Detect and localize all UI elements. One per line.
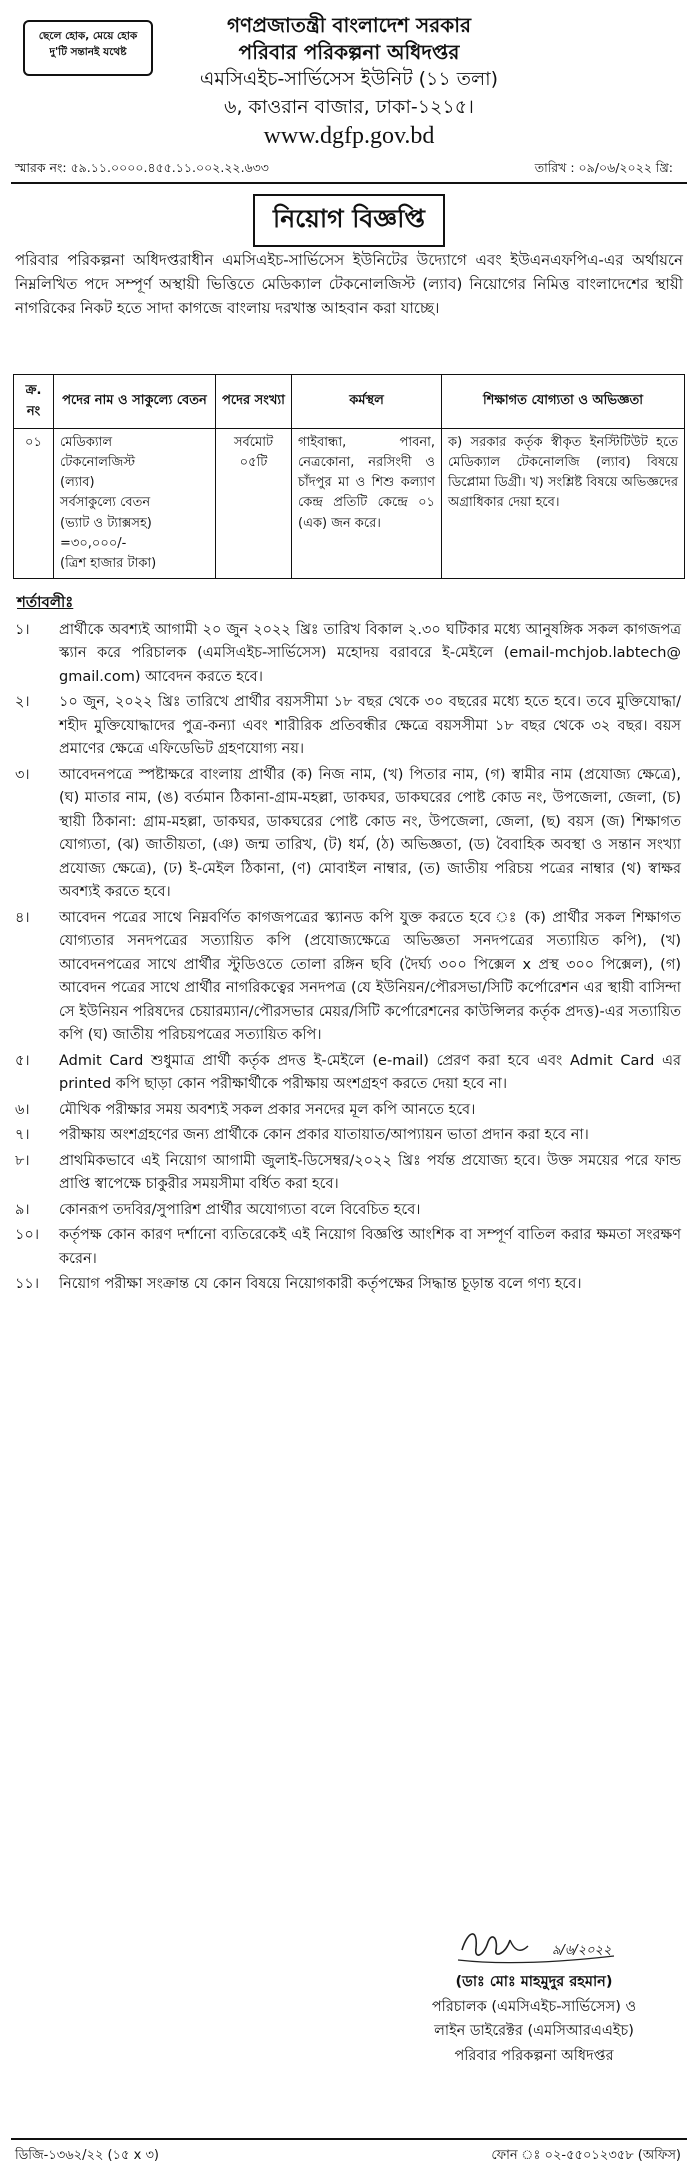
vacancy-table (13, 374, 685, 579)
signatory-designation-1: পরিচালক (এমসিএইচ-সার্ভিসেস) ও (431, 1998, 637, 2015)
signature-date: ৯/৬/২০২২ (552, 1943, 612, 1958)
cell-post (54, 429, 216, 579)
letterhead (11, 0, 687, 150)
office-phone: ফোন ঃ ০২-৫৫০১২৩৫৮ (অফিস) (491, 2148, 681, 2163)
condition-item (11, 1099, 687, 1122)
office-address: ৬, কাওরান বাজার, ঢাকা-১২১৫। (224, 95, 474, 118)
website-link[interactable]: www.dgfp.gov.bd (263, 123, 435, 150)
signatory-office: পরিবার পরিকল্পনা অধিদপ্তর (454, 2047, 614, 2064)
condition-number: ২। (15, 694, 30, 711)
post-line: (ল্যাব) (60, 475, 95, 491)
condition-number: ৭। (15, 1127, 30, 1144)
condition-item (11, 619, 687, 689)
condition-item (11, 1150, 687, 1197)
cell-serial: ০১ (14, 429, 54, 579)
memo-number: স্মারক নং: ৫৯.১১.০০০০.৪৫৫.১১.০০২.২২.৬৩৩ (15, 160, 269, 175)
notice-title: নিয়োগ বিজ্ঞপ্তি (253, 194, 445, 247)
unit-name: এমসিএইচ-সার্ভিসেস ইউনিট (১১ তলা) (199, 68, 499, 90)
table-header-row (14, 375, 685, 429)
salary-line: (ভ্যাট ও ট্যাক্সসহ) (60, 515, 152, 531)
condition-text: প্রাথমিকভাবে এই নিয়োগ আগামী জুলাই-ডিসেম্বর/২০২২ খ্রিঃ পর্যন্ত প্রযোজ্য হবে। উক্ত সময়ের পরে ফান্ড প্রাপ্তি স্বাপেক্ষে চাকুরীর সময়সীমা বর্ধিত করা হবে। (59, 1152, 681, 1193)
condition-item (11, 691, 687, 761)
header-qualification: শিক্ষাগত যোগ্যতা ও অভিজ্ঞতা (442, 375, 685, 429)
handwritten-signature (384, 1920, 684, 1970)
title-wrap (11, 184, 687, 244)
condition-text: মৌখিক পরীক্ষার সময় অবশ্যই সকল প্রকার সনদের মূল কপি আনতে হবে। (59, 1101, 476, 1118)
condition-item (11, 907, 687, 1048)
count-value: ০৫টি (239, 455, 268, 471)
condition-text: কর্তৃপক্ষ কোন কারণ দর্শানো ব্যতিরেকেই এই নিয়োগ বিজ্ঞপ্তি আংশিক বা সম্পূর্ণ বাতিল করার ক্ষমতা সংরক্ষণ করেন। (59, 1227, 681, 1267)
department-name: পরিবার পরিকল্পনা অধিদপ্তর (238, 40, 460, 64)
condition-number: ৬। (15, 1101, 30, 1118)
intro-paragraph: পরিবার পরিকল্পনা অধিদপ্তরাধীন এমসিএইচ-সার্ভিসেস ইউনিটের উদ্যোগে এবং ইউএনএফপিএ-এর অর্থায়নে নিম্নলিখিত পদে সম্পূর্ণ অস্থায়ী ভিত্তিতে মেডিক্যাল টেকনোলজিস্ট (ল্যাব) নিয়োগের নিমিত্ত বাংলাদেশের স্থায়ী নাগরিকের নিকট হতে সাদা কাগজে বাংলায় দরখাস্ত আহবান করা যাচ্ছে। (15, 251, 683, 317)
conditions-list (11, 619, 687, 1297)
header-count: পদের সংখ্যা (216, 375, 292, 429)
signature-block (384, 1920, 684, 2069)
header-workplace: কর্মস্থল (292, 375, 442, 429)
notice-date: তারিখ : ০৯/০৬/২০২২ খ্রি: (534, 160, 673, 175)
condition-item (11, 1224, 687, 1271)
condition-number: ৮। (15, 1152, 30, 1169)
condition-text: Admit Card শুধুমাত্র প্রার্থী কর্তৃক প্রদত্ত ই-মেইলে (e-mail) প্রেরণ করা হবে এবং Admit Card এর printed কপি ছাড়া কোন পরীক্ষার্থীকে পরীক্ষায় অংশগ্রহণ করতে দেয়া হবে না। (59, 1052, 681, 1093)
count-label: সর্বমোট (233, 435, 274, 450)
condition-number: ১০। (15, 1227, 40, 1244)
condition-text: প্রার্থীকে অবশ্যই আগামী ২০ জুন ২০২২ খ্রিঃ তারিখ বিকাল ২.৩০ ঘটিকার মধ্যে আনুষঙ্গিক সকল কাগজপত্র স্ক্যান করে পরিচালক (এমসিএইচ-সার্ভিসেস) মহোদয় বরাবরে ই-মেইলে (email-mchjob.labtech@ gmail.com) আবেদন করতে হবে। (59, 621, 681, 685)
condition-item (11, 1199, 687, 1222)
conditions-heading: শর্তাবলীঃ (17, 592, 74, 611)
advert-code: ডিজি-১৩৬২/২২ (১৫ x ৩) (15, 2148, 159, 2163)
condition-number: ৪। (15, 909, 30, 926)
condition-number: ১১। (15, 1276, 40, 1293)
signatory-designation-2: লাইন ডাইরেক্টর (এমসিআরএএইচ) (434, 2023, 634, 2040)
condition-number: ৫। (15, 1052, 30, 1069)
cell-workplace: গাইবান্ধা, পাবনা, নেত্রকোনা, নরসিংদী ও চাঁদপুর মা ও শিশু কল্যাণ কেন্দ্র প্রতিটি কেন্দ্রে ০১ (এক) জন করে। (292, 429, 442, 579)
salary-amount: =৩০,০০০/- (60, 535, 127, 551)
condition-item (11, 764, 687, 905)
condition-text: আবেদন পত্রের সাথে নিম্নবর্ণিত কাগজপত্রের স্ক্যানড কপি যুক্ত করতে হবে ঃ (ক) প্রার্থীর সকল শিক্ষাগত যোগ্যতার সনদপত্রের সত্যায়িত কপি (প্রযোজ্যক্ষেত্রে অভিজ্ঞতা সনদপত্রের সত্যায়িত কপি), (খ) আবেদনপত্রের সাথে প্রার্থীর স্টুডিওতে তোলা রঙ্গিন ছবি (দৈর্ঘ্য ৩০০ পিক্সেল x প্রস্থ ৩০০ পিক্সেল), (গ) আবেদন পত্রের সাথে প্রার্থীর নাগরিকত্বের সনদপত্র (যে ইউনিয়ন/পৌরসভা/সিটি কর্পোরেশন এর স্থায়ী বাসিন্দা সে ইউনিয়ন পরিষদের চেয়ারম্যান/পৌরসভার মেয়র/সিটি কর্পোরেশনের কাউন্সিলর কর্তৃক প্রদত্ত)-এর সত্যায়িত কপি (ঘ) জাতীয় পরিচয়পত্রের সত্যায়িত কপি। (59, 909, 681, 1044)
header-serial: ক্র. নং (14, 375, 54, 429)
salary-line: সর্বসাকুল্যে বেতন (60, 495, 151, 511)
slogan-line-2: দু'টি সন্তানই যথেষ্ট (49, 46, 127, 59)
condition-text: কোনরূপ তদবির/সুপারিশ প্রার্থীর অযোগ্যতা বলে বিবেচিত হবে। (59, 1201, 421, 1218)
condition-number: ৩। (15, 766, 30, 783)
condition-number: ১। (15, 621, 30, 638)
table-row (14, 429, 685, 579)
footer-row (11, 2138, 687, 2168)
slogan-box (23, 20, 153, 76)
post-line: মেডিক্যাল (60, 435, 113, 450)
condition-text: ১০ জুন, ২০২২ খ্রিঃ তারিখে প্রার্থীর বয়সসীমা ১৮ বছর থেকে ৩০ বছরের মধ্যে হতে হবে। তবে মুক্তিযোদ্ধা/শহীদ মুক্তিযোদ্ধাদের পুত্র-কন্যা এবং শারীরিক প্রতিবন্ধীর ক্ষেত্রে বয়সসীমা ১৮ বছর থেকে ৩২ বছর। বয়স প্রমাণের ক্ষেত্রে এফিডেভিট গ্রহণযোগ্য নয়। (59, 694, 681, 758)
signatory-name: (ডাঃ মোঃ মাহমুদুর রহমান) (455, 1974, 613, 1990)
condition-item (11, 1273, 687, 1296)
condition-item (11, 1050, 687, 1097)
condition-text: আবেদনপত্রে স্পষ্টাক্ষরে বাংলায় প্রার্থীর (ক) নিজ নাম, (খ) পিতার নাম, (গ) স্বামীর নাম (প্রযোজ্য ক্ষেত্রে), (ঘ) মাতার নাম, (ঙ) বর্তমান ঠিকানা-গ্রাম-মহল্লা, ডাকঘর, ডাকঘরের পোষ্ট কোড নং, উপজেলা, জেলা, (চ) স্থায়ী ঠিকানা: গ্রাম-মহল্লা, ডাকঘর, ডাকঘরের পোষ্ট কোড নং, উপজেলা, জেলা, (ছ) বয়স (জ) শিক্ষাগত যোগ্যতা, (ঝ) জাতীয়তা, (ঞ) জন্ম তারিখ, (ট) ধর্ম, (ঠ) অভিজ্ঞতা, (ড) বৈবাহিক অবস্থা ও সন্তান সংখ্যা প্রযোজ্য ক্ষেত্রে), (ঢ) ই-মেইল ঠিকানা, (ণ) মোবাইল নাম্বার, (ত) জাতীয় পরিচয় পত্রের নাম্বার (থ) স্বাক্ষর অবশ্যই করতে হবে। (59, 766, 681, 901)
post-line: টেকনোলজিস্ট (60, 455, 136, 471)
condition-text: নিয়োগ পরীক্ষা সংক্রান্ত যে কোন বিষয়ে নিয়োগকারী কর্তৃপক্ষের সিদ্ধান্ত চূড়ান্ত বলে গণ্য হবে। (59, 1276, 582, 1293)
government-name: গণপ্রজাতন্ত্রী বাংলাদেশ সরকার (227, 13, 471, 37)
condition-item (11, 1124, 687, 1147)
salary-words: (ত্রিশ হাজার টাকা) (60, 555, 157, 571)
reference-row (11, 150, 687, 184)
cell-count (216, 429, 292, 579)
condition-text: পরীক্ষায় অংশগ্রহণের জন্য প্রার্থীকে কোন প্রকার যাতায়াত/আপ্যায়ন ভাতা প্রদান করা হবে না। (59, 1127, 589, 1144)
header-post: পদের নাম ও সাকুল্যে বেতন (54, 375, 216, 429)
condition-number: ৯। (15, 1201, 30, 1218)
slogan-line-1: ছেলে হোক, মেয়ে হোক (38, 30, 138, 42)
cell-qualification: ক) সরকার কর্তৃক স্বীকৃত ইনস্টিটিউট হতে মেডিক্যাল টেকনোলজি (ল্যাব) বিষয়ে ডিপ্লোমা ডিগ্রী। খ) সংশ্লিষ্ট বিষয়ে অভিজ্ঞদের অগ্রাধিকার দেয়া হবে। (442, 429, 685, 579)
